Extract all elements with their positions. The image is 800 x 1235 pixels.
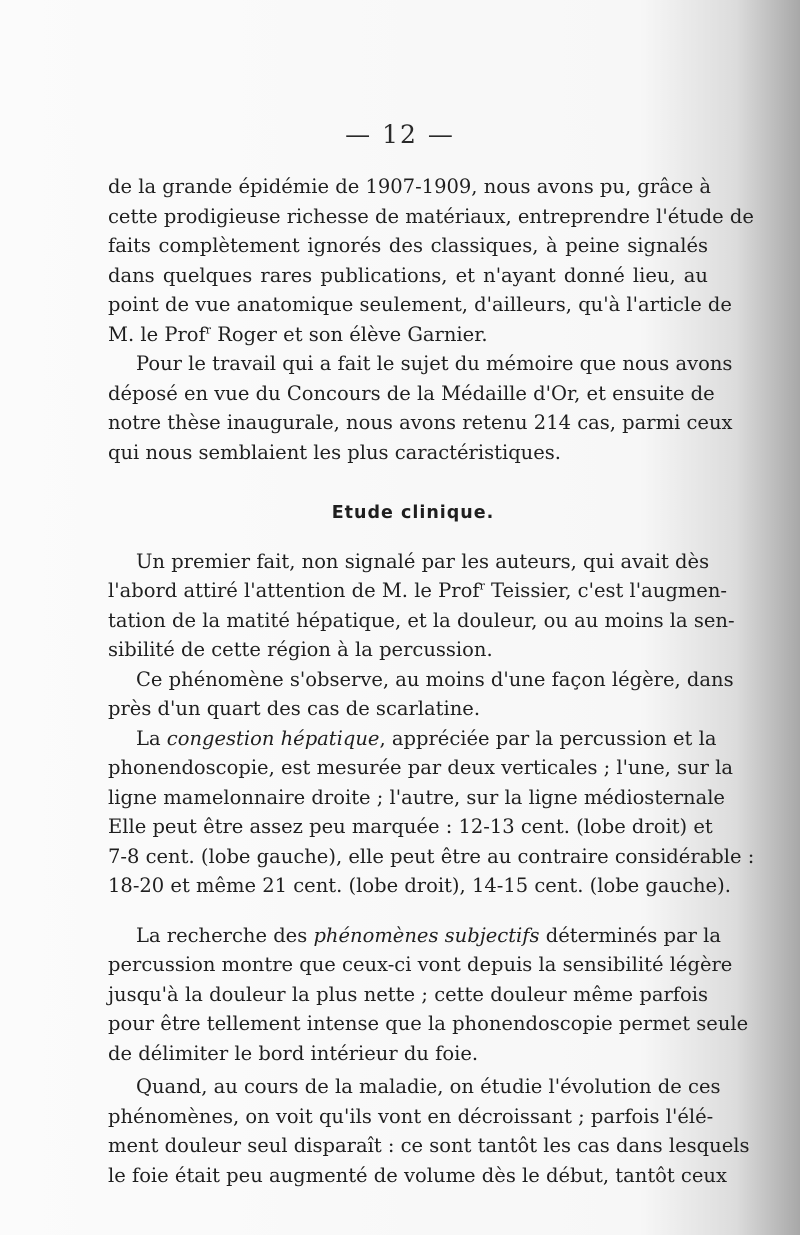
- paragraph-4: [108, 665, 734, 724]
- text-line: Pour le travail qui a fait le sujet du mémoire que nous avons: [136, 352, 733, 375]
- text-line: Un premier fait, non signalé par les auteurs, qui avait dès: [136, 549, 710, 573]
- paragraph-gap: [108, 901, 708, 921]
- text-line: ment douleur seul disparaît : ce sont tantôt les cas dans lesquels: [108, 1134, 750, 1157]
- paragraph-2: [108, 349, 733, 467]
- paragraph-5: [108, 724, 755, 901]
- text-line: Ce phénomène s'observe, au moins d'une façon légère, dans: [136, 667, 734, 691]
- text-line: phonendoscopie, est mesurée par deux verticales ; l'une, sur la: [108, 756, 734, 779]
- paragraph-1: [108, 172, 754, 349]
- text-line: le foie était peu augmenté de volume dès le début, tantôt ceux: [108, 1163, 727, 1187]
- text-line: dans quelques rares publications, et n'ayant donné lieu, au: [108, 263, 708, 287]
- text-line: Quand, au cours de la maladie, on étudie l'évolution de ces: [136, 1075, 721, 1098]
- paragraph-3: [108, 547, 735, 665]
- text-line: La recherche des phénomènes subjectifs déterminés par la: [136, 923, 721, 947]
- text-line: 7-8 cent. (lobe gauche), elle peut être au contraire considérable :: [108, 844, 755, 868]
- text-line: près d'un quart des cas de scarlatine.: [108, 697, 481, 720]
- text-line: faits complètement ignorés des classiques, à peine signalés: [108, 234, 708, 257]
- text-line: M. le Prof$^r$ Roger et son élève Garnier.: [108, 322, 488, 346]
- text-line: cette prodigieuse richesse de matériaux, entreprendre l'étude de: [108, 204, 754, 228]
- text-line: l'abord attiré l'attention de M. le Prof$^r$ Teissier, c'est l'augmen-: [108, 579, 727, 602]
- text-line: de la grande épidémie de 1907-1909, nous avons pu, grâce à: [108, 175, 712, 198]
- text-line: jusqu'à la douleur la plus nette ; cette douleur même parfois: [108, 982, 708, 1006]
- paragraph-6: [108, 921, 749, 1069]
- text-line: déposé en vue du Concours de la Médaille d'Or, et ensuite de: [108, 381, 715, 405]
- paragraph-7: [108, 1072, 750, 1190]
- text-line: qui nous semblaient les plus caractéristiques.: [108, 440, 561, 464]
- text-line: sibilité de cette région à la percussion.: [108, 638, 493, 661]
- text-line: percussion montre que ceux-ci vont depuis la sensibilité légère: [108, 953, 733, 976]
- text-line: Elle peut être assez peu marquée : 12-13 cent. (lobe droit) et: [108, 815, 713, 838]
- text-line: point de vue anatomique seulement, d'ailleurs, qu'à l'article de: [108, 293, 732, 316]
- text-line: phénomènes, on voit qu'ils vont en décroissant ; parfois l'élé-: [108, 1104, 714, 1128]
- page-number: — 12 —: [345, 120, 455, 149]
- text-line: notre thèse inaugurale, nous avons retenu 214 cas, parmi ceux: [108, 411, 733, 434]
- text-line: tation de la matité hépatique, et la douleur, ou au moins la sen-: [108, 608, 735, 632]
- text-line: La congestion hépatique, appréciée par la percussion et la: [136, 726, 717, 750]
- text-line: de délimiter le bord intérieur du foie.: [108, 1041, 479, 1065]
- body-text: [108, 172, 755, 1190]
- text-line: 18-20 et même 21 cent. (lobe droit), 14-15 cent. (lobe gauche).: [108, 874, 731, 897]
- text-line: ligne mamelonnaire droite ; l'autre, sur la ligne médiosternale: [108, 785, 725, 809]
- text-line: pour être tellement intense que la phonendoscopie permet seule: [108, 1012, 749, 1035]
- section-heading: Etude clinique.: [331, 503, 495, 523]
